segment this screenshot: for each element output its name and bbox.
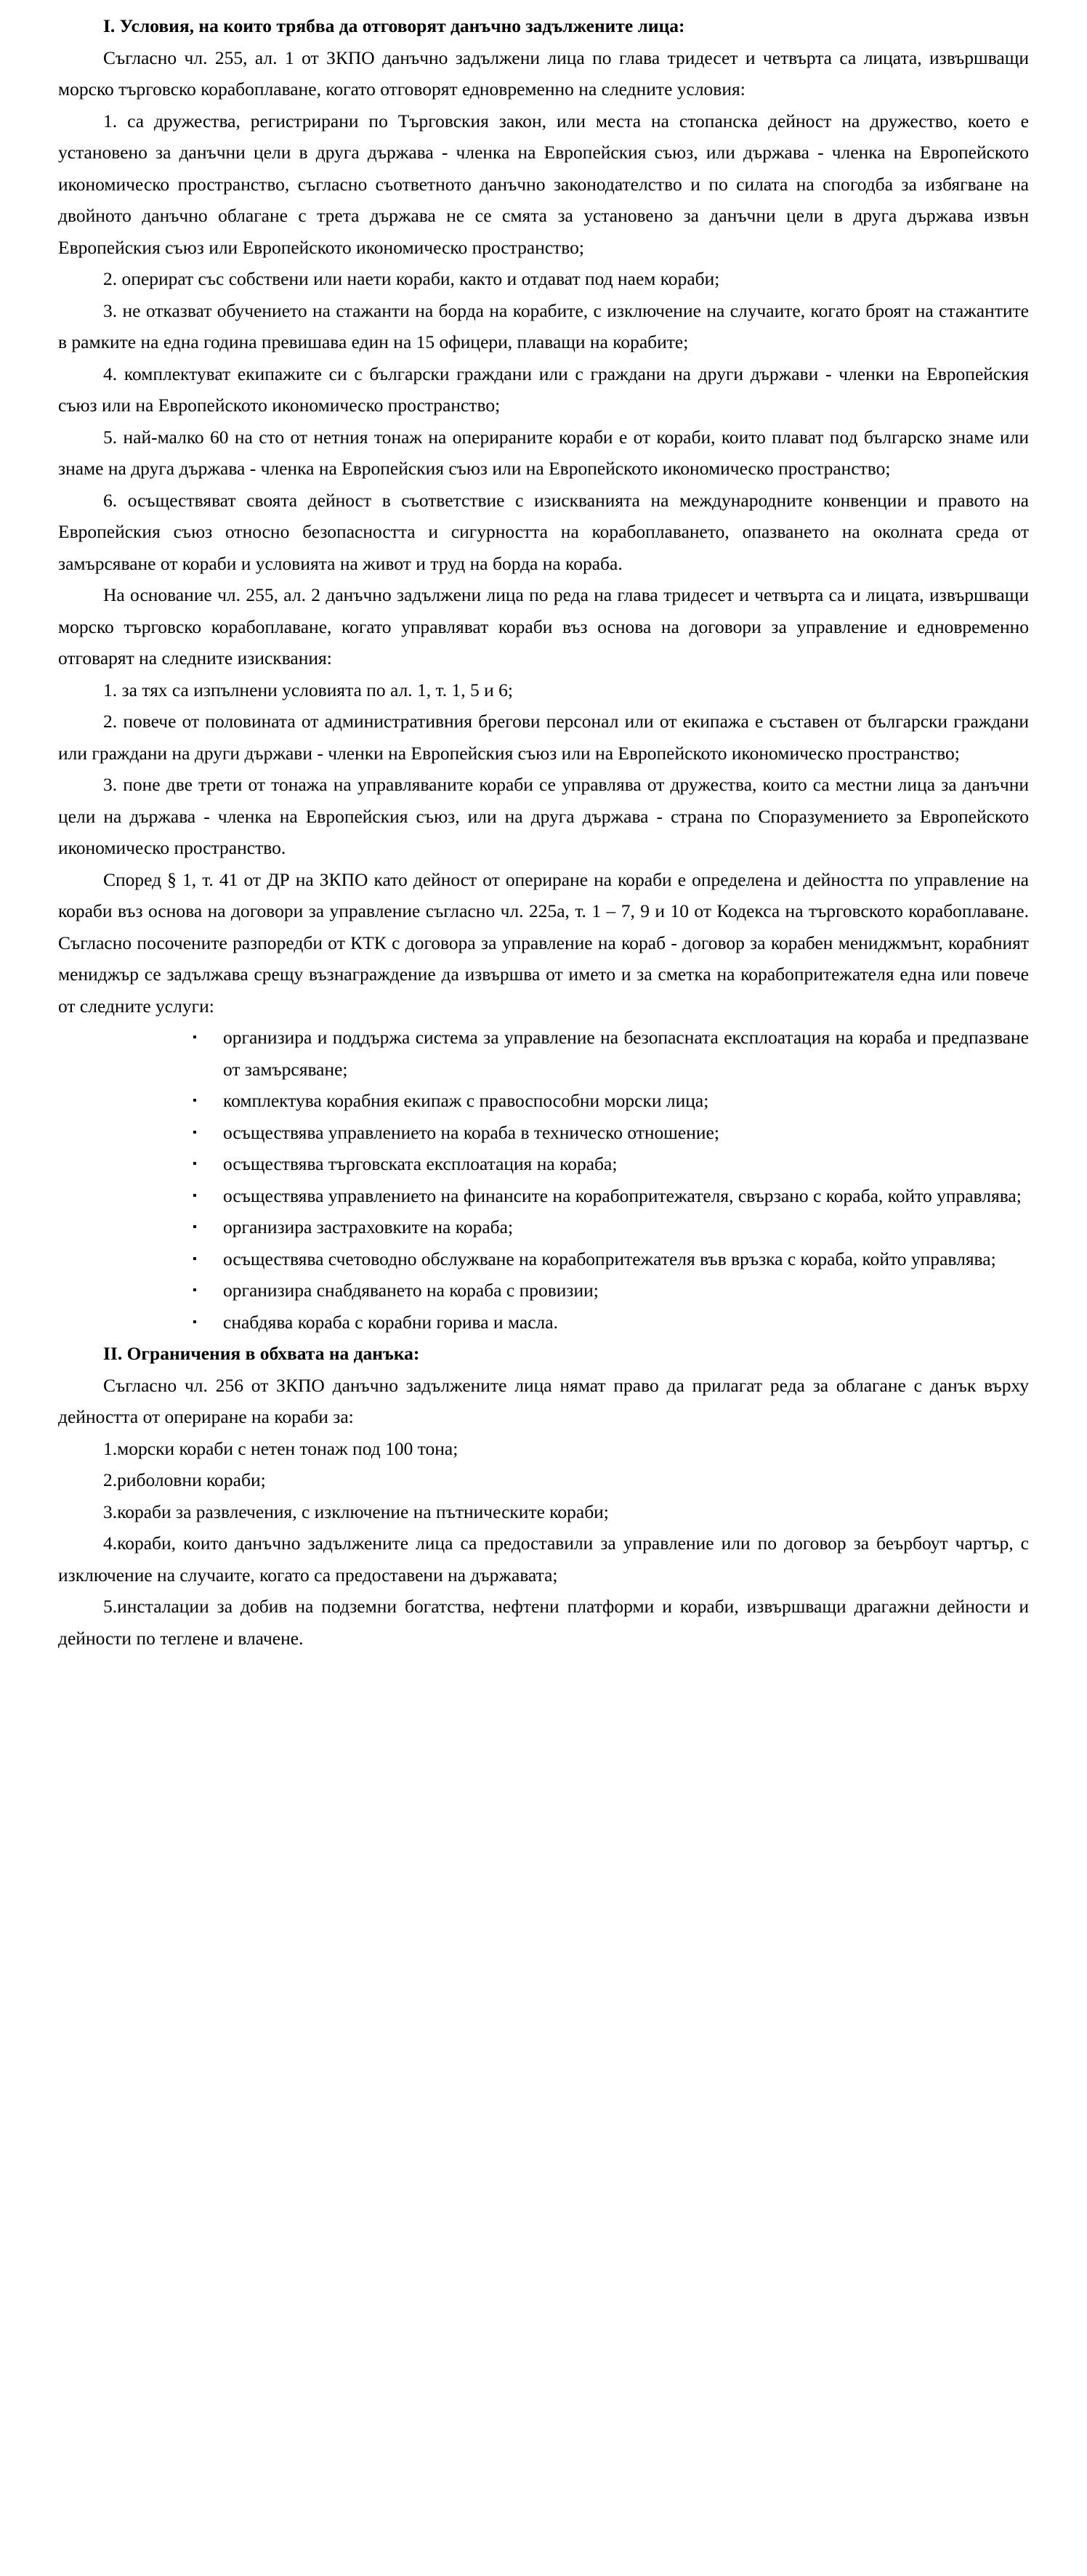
list-item-text: осъществява управлението на финансите на корабопритежателя, свързано с кораба, който управлява; [223,1184,1022,1206]
list-item [179,1180,1029,1212]
square-bullet-icon: ▪ [193,1094,197,1107]
section-2-item-2: 2.риболовни кораби; [103,1469,266,1490]
square-bullet-icon: ▪ [193,1284,197,1296]
list-item-text: снабдява кораба с корабни горива и масла. [223,1311,558,1333]
section-1-item-6: 6. осъществяват своята дейност в съответствие с изискванията на международните конвенции и правото на Европейския съюз относно безопасността и сигурността на корабоплаването, опазването на околната среда от замърсяване от кораби и условията на живот и труд на борда на кораба. [58,489,1029,574]
list-item [179,1275,1029,1307]
list-item-text: осъществява търговската експлоатация на кораба; [223,1153,618,1174]
services-list [58,1022,1029,1338]
list-item-text: осъществява счетоводно обслужване на корабопритежателя във връзка с кораба, който управлява; [223,1248,996,1269]
list-item [179,1148,1029,1180]
section-2-item-4: 4.кораби, които данъчно задължените лица са предоставили за управление или по договор за беърбоут чартър, с изключение на случаите, когато са предоставени на държавата; [58,1533,1029,1586]
section-1-item-5: 5. най-малко 60 на сто от нетния тонаж на оперираните кораби е от кораби, които плават под българско знаме или знаме на друга държава - членка на Европейския съюз или на Европейското икономическо пространство; [58,426,1029,479]
square-bullet-icon: ▪ [193,1031,197,1043]
section-1-item-3: 3. не отказват обучението на стажанти на борда на корабите, с изключение на случаите, когато броят на стажантите в рамките на една година превишава един на 15 офицери, плаващи на корабите; [58,299,1029,352]
section-1-second-item-1: 1. за тях са изпълнени условията по ал. 1, т. 1, 5 и 6; [103,679,514,700]
section-2-item-5: 5.инсталации за добив на подземни богатства, нефтени платформи и кораби, извършващи драгажни дейности и дейности по теглене и влачене. [58,1596,1029,1649]
list-item [179,1243,1029,1275]
square-bullet-icon: ▪ [193,1126,197,1139]
list-item [179,1085,1029,1117]
section-1-second-item-2: 2. повече от половината от административния брегови персонал или от екипажа е съставен от български граждани или граждани на други държави - членки на Европейския съюз или на Европейското икономическо пространство; [58,711,1029,764]
section-1-second-intro: На основание чл. 255, ал. 2 данъчно задължени лица по реда на глава тридесет и четвърта са и лицата, извършващи морско търговско корабоплаване, когато управляват кораби въз основа на договори за управление и едновременно отговарят на следните изисквания: [58,584,1029,669]
list-item [179,1022,1029,1085]
square-bullet-icon: ▪ [193,1252,197,1265]
list-item [179,1117,1029,1149]
list-item [179,1211,1029,1243]
section-2-item-3: 3.кораби за развлечения, с изключение на пътническите кораби; [103,1501,609,1522]
section-1-item-2: 2. оперират със собствени или наети кораби, както и отдават под наем кораби; [103,268,720,289]
section-2-heading: II. Ограничения в обхвата на данъка: [103,1343,420,1364]
section-2-intro: Съгласно чл. 256 от ЗКПО данъчно задължените лица нямат право да прилагат реда за облагане с данък върху дейността от опериране на кораби за: [58,1374,1029,1427]
list-item-text: осъществява управлението на кораба в техническо отношение; [223,1121,719,1143]
definition-paragraph: Според § 1, т. 41 от ДР на ЗКПО като дейност от опериране на кораби е определена и дейността по управление на кораби въз основа на договори за управление съгласно чл. 225а, т. 1 – 7, 9 и 10 от Кодекса на търговското корабоплаване. Съгласно посочените разпоредби от КТК с договора за управление на кораб - договор за корабен мениджмънт, корабният мениджър се задължава срещу възнаграждение да извършва от името и за сметка на корабопритежателя една или повече от следните услуги: [58,868,1029,1017]
square-bullet-icon: ▪ [193,1189,197,1202]
square-bullet-icon: ▪ [193,1158,197,1170]
square-bullet-icon: ▪ [193,1315,197,1328]
list-item-text: организира снабдяването на кораба с провизии; [223,1280,599,1301]
list-item-text: организира и поддържа система за управление на безопасната експлоатация на кораба и предпазване от замърсяване; [223,1027,1029,1080]
list-item [179,1307,1029,1339]
section-1-intro: Съгласно чл. 255, ал. 1 от ЗКПО данъчно задължени лица по глава тридесет и четвърта са лицата, извършващи морско търговско корабоплаване, когато отговорят едновременно на следните условия: [58,47,1029,100]
document-body [58,10,1029,1654]
section-1-item-1: 1. са дружества, регистрирани по Търговския закон, или места на стопанска дейност на дружество, което е установено за данъчни цели в друга държава - членка на Европейския съюз, или държава - членка на Европейското икономическо пространство, съгласно съответното данъчно законодателство и по силата на спогодба за избягване на двойното данъчно облагане с трета държава не се смята за установено за данъчни цели в друга държава извън Европейския съюз или Европейското икономическо пространство; [58,110,1029,258]
section-2-item-1: 1.морски кораби с нетен тонаж под 100 тона; [103,1437,458,1459]
list-item-text: комплектува корабния екипаж с правоспособни морски лица; [223,1090,709,1111]
square-bullet-icon: ▪ [193,1221,197,1233]
section-1-second-item-3: 3. поне две трети от тонажа на управляваните кораби се управлява от дружества, които са местни лица за данъчни цели на държава - членка на Европейския съюз, или на друга държава - страна по Споразумението за Европейското икономическо пространство. [58,774,1029,858]
list-item-text: организира застраховките на кораба; [223,1216,514,1237]
section-1-item-4: 4. комплектуват екипажите си с български граждани или с граждани на други държави - членки на Европейския съюз или на Европейското икономическо пространство; [58,363,1029,416]
section-1-heading: I. Условия, на които трябва да отговорят данъчно задължените лица: [103,15,685,36]
